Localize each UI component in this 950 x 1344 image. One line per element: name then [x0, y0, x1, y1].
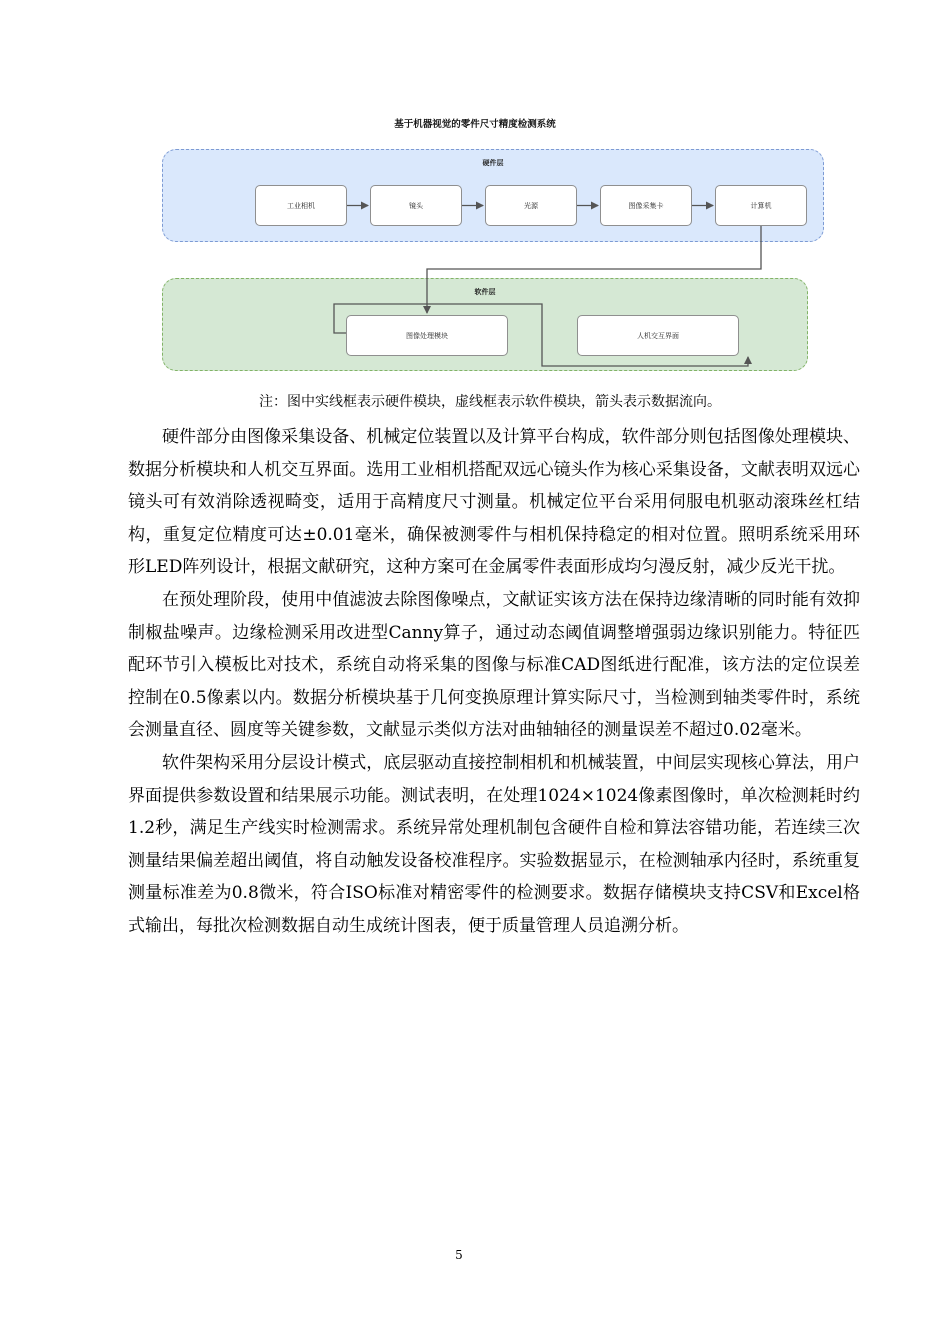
- arrow-computer-to-processing: [427, 226, 761, 313]
- module-computer: 计算机: [715, 185, 807, 226]
- diagram-title: 基于机器视觉的零件尺寸精度检测系统: [394, 119, 556, 130]
- page-number: 5: [455, 1248, 463, 1262]
- body-text: [128, 421, 860, 943]
- software-layer-label: 软件层: [474, 288, 496, 296]
- paragraph-software-architecture: 软件架构采用分层设计模式，底层驱动直接控制相机和机械装置，中间层实现核心算法，用户界面提供参数设置和结果展示功能。测试表明，在处理1024×1024像素图像时，单次检测耗时约1.2秒，满足生产线实时检测需求。系统异常处理机制包含硬件自检和算法容错功能，若连续三次测量结果偏差超出阈值，将自动触发设备校准程序。实验数据显示，在检测轴承内径时，系统重复测量标准差为0.8微米，符合ISO标准对精密零件的检测要求。数据存储模块支持CSV和Excel格式输出，每批次检测数据自动生成统计图表，便于质量管理人员追溯分析。: [128, 752, 860, 936]
- module-industrial-camera: 工业相机: [255, 185, 347, 226]
- module-frame-grabber: 图像采集卡: [600, 185, 692, 226]
- paragraph-hardware-overview: 硬件部分由图像采集设备、机械定位装置以及计算平台构成，软件部分则包括图像处理模块、数据分析模块和人机交互界面。选用工业相机搭配双远心镜头作为核心采集设备，文献表明双远心镜头可有效消除透视畸变，适用于高精度尺寸测量。机械定位平台采用伺服电机驱动滚珠丝杠结构，重复定位精度可达±0.01毫米，确保被测零件与相机保持稳定的相对位置。照明系统采用环形LED阵列设计，根据文献研究，这种方案可在金属零件表面形成均匀漫反射，减少反光干扰。: [128, 427, 860, 578]
- paragraph-preprocessing: 在预处理阶段，使用中值滤波去除图像噪点，文献证实该方法在保持边缘清晰的同时能有效抑制椒盐噪声。边缘检测采用改进型Canny算子，通过动态阈值调整增强弱边缘识别能力。特征匹配环节引入模板比对技术，系统自动将采集的图像与标准CAD图纸进行配准，该方法的定位误差控制在0.5像素以内。数据分析模块基于几何变换原理计算实际尺寸，当检测到轴类零件时，系统会测量直径、圆度等关键参数，文献显示类似方法对曲轴轴径的测量误差不超过0.02毫米。: [128, 589, 860, 741]
- module-light-source: 光源: [485, 185, 577, 226]
- module-image-processing: 图像处理模块: [346, 315, 508, 356]
- module-lens: 镜头: [370, 185, 462, 226]
- data-flow-arrows: [0, 0, 950, 390]
- module-hmi: 人机交互界面: [577, 315, 739, 356]
- architecture-diagram: [0, 0, 950, 410]
- hardware-layer-label: 硬件层: [482, 159, 504, 167]
- arrow-processing-to-hmi: [334, 304, 748, 366]
- diagram-note: 注：图中实线框表示硬件模块，虚线框表示软件模块，箭头表示数据流向。: [259, 394, 721, 410]
